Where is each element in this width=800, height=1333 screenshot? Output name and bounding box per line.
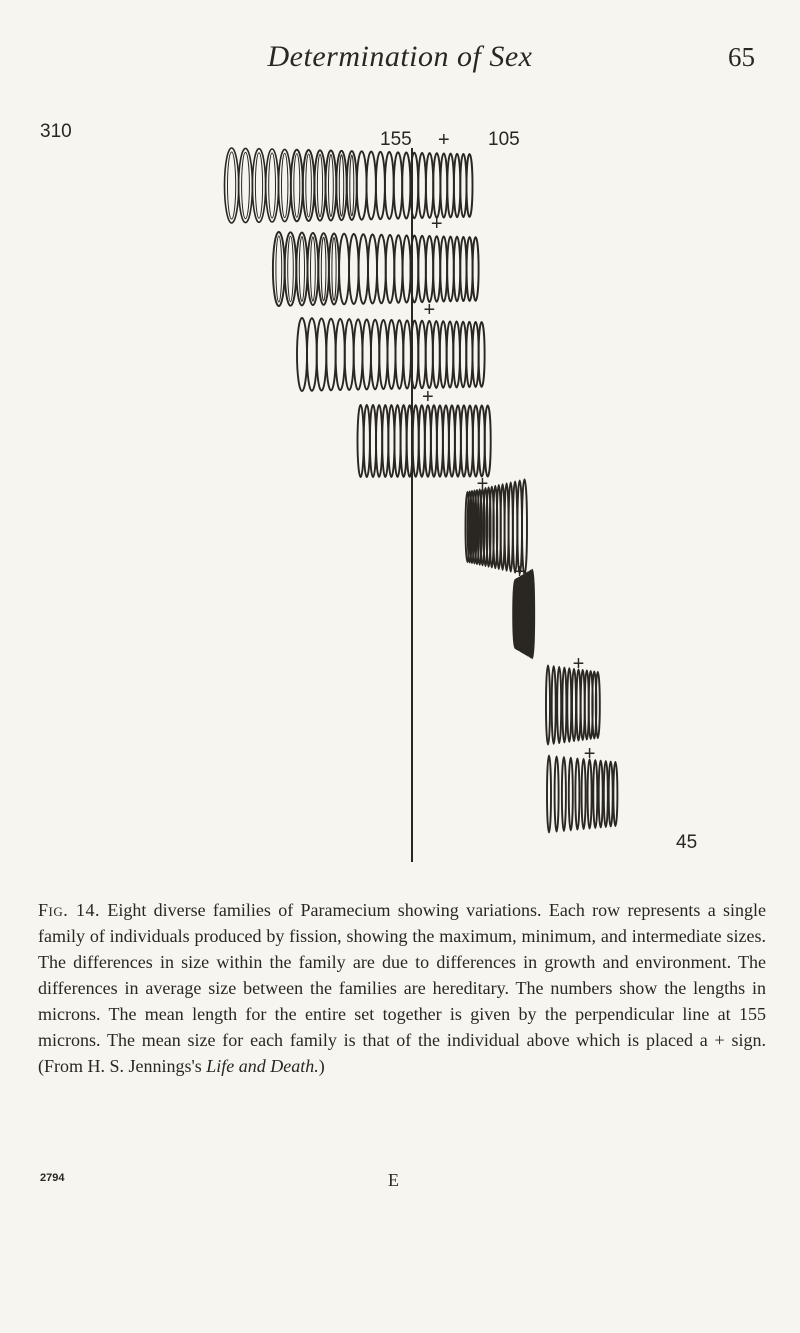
- paramecium-outline: [332, 238, 336, 301]
- paramecium-individual: [426, 153, 433, 218]
- paramecium-individual: [479, 322, 485, 387]
- paramecium-individual: [314, 150, 325, 220]
- paramecium-individual: [285, 232, 297, 305]
- paramecium-individual: [403, 320, 411, 388]
- paramecium-individual: [326, 319, 335, 391]
- signature-mark: E: [388, 1170, 399, 1190]
- paramecium-individual: [562, 668, 566, 743]
- family-row: [358, 386, 491, 477]
- paramecium-outline: [311, 237, 316, 301]
- print-code: 2794: [40, 1172, 65, 1184]
- paramecium-individual: [308, 233, 319, 305]
- label-max: 310: [40, 121, 72, 142]
- paramecium-individual: [329, 234, 339, 305]
- paramecium-individual: [604, 761, 608, 827]
- paramecium-individual: [379, 320, 387, 389]
- caption-source-title: Life and Death.: [206, 1056, 319, 1076]
- paramecium-individual: [273, 232, 285, 306]
- paramecium-individual: [613, 762, 617, 826]
- paramecium-individual: [402, 153, 410, 219]
- paramecium-individual: [354, 319, 363, 389]
- paramecium-individual: [401, 405, 407, 477]
- paramecium-individual: [303, 150, 315, 221]
- paramecium-individual: [447, 154, 454, 218]
- paramecium-individual: [419, 405, 425, 477]
- family-row: [547, 743, 617, 832]
- paramecium-outline: [242, 152, 250, 218]
- figure-caption: [38, 897, 766, 1079]
- paramecium-individual: [572, 669, 576, 741]
- mean-plus-sign: +: [437, 129, 450, 151]
- paramecium-individual: [447, 321, 454, 387]
- mean-plus-sign: +: [583, 743, 596, 765]
- paramecium-individual: [426, 321, 433, 388]
- paramecium-individual: [252, 149, 265, 223]
- paramecium-individual: [485, 405, 491, 476]
- paramecium-individual: [460, 322, 466, 388]
- paramecium-outline: [299, 237, 304, 302]
- family-row: [546, 653, 600, 745]
- paramecium-individual: [440, 236, 447, 301]
- paramecium-outline: [350, 155, 354, 216]
- family-row: [513, 561, 534, 658]
- paramecium-outline: [288, 236, 294, 301]
- family-rows: [225, 129, 618, 832]
- paramecium-outline: [321, 237, 326, 301]
- paramecium-individual: [385, 152, 394, 219]
- paramecium-outline: [255, 153, 262, 219]
- paramecium-individual: [317, 318, 327, 390]
- caption-source-suffix: ): [318, 1056, 325, 1076]
- mean-plus-sign: +: [423, 299, 436, 321]
- paramecium-individual: [371, 320, 379, 390]
- paramecium-outline: [228, 152, 236, 219]
- paramecium-outline: [339, 155, 343, 216]
- paramecium-outline: [282, 153, 288, 217]
- paramecium-outline: [329, 155, 334, 217]
- paramecium-individual: [557, 667, 561, 743]
- paramecium-individual: [347, 151, 357, 220]
- paramecium-individual: [599, 761, 603, 828]
- paramecium-individual: [575, 758, 579, 829]
- paramecium-individual: [394, 235, 402, 303]
- paramecium-individual: [225, 148, 239, 223]
- paramecium-individual: [588, 760, 592, 829]
- paramecium-individual: [396, 320, 404, 389]
- paramecium-individual: [368, 235, 377, 304]
- paramecium-individual: [296, 233, 307, 306]
- paramecium-individual: [593, 760, 597, 828]
- paramecium-individual: [440, 321, 447, 388]
- paramecium-individual: [297, 318, 307, 391]
- mean-plus-sign: +: [513, 561, 526, 583]
- paramecium-individual: [377, 235, 386, 304]
- paramecium-outline: [276, 236, 282, 302]
- page-number: 65: [728, 42, 755, 72]
- paramecium-individual: [567, 668, 571, 742]
- mean-plus-sign: +: [476, 473, 489, 495]
- paramecium-individual: [266, 149, 279, 222]
- label-min-bottom: 45: [676, 832, 698, 853]
- paramecium-individual: [418, 321, 425, 389]
- paramecium-individual: [336, 151, 346, 220]
- paramecium-outline: [269, 153, 276, 218]
- paramecium-individual: [239, 148, 253, 222]
- family-row: [297, 299, 485, 391]
- mean-plus-sign: +: [572, 653, 585, 675]
- paramecium-outline: [294, 154, 300, 218]
- family-row: [466, 473, 528, 575]
- paramecium-individual: [362, 320, 371, 390]
- paramecium-individual: [609, 762, 613, 827]
- paramecium-individual: [357, 151, 367, 219]
- paramecium-individual: [426, 236, 433, 302]
- mean-plus-sign: +: [422, 386, 434, 408]
- paramecium-individual: [307, 318, 317, 391]
- paramecium-individual: [460, 237, 466, 301]
- paramecium-outline: [306, 154, 312, 217]
- caption-text: Eight diverse families of Paramecium showing variations. Each row represents a single family of individuals produced by fission, showing the maximum, minimum, and intermediate sizes. The differences in size within the family are due to differences in growth and environment. The differences in average size between the families are hereditary. The numbers show the lengths in microns. The mean length for the entire set together is given by the perpendicular line at 155 microns. The mean size for each family is that of the individual above which is placed a + sign.: [38, 900, 766, 1050]
- paramecium-individual: [349, 234, 359, 304]
- paramecium-individual: [388, 320, 396, 389]
- paramecium-individual: [339, 234, 349, 305]
- paramecium-individual: [453, 322, 460, 388]
- paramecium-individual: [279, 149, 291, 221]
- paramecium-individual: [345, 319, 354, 390]
- running-title: Determination of Sex: [267, 40, 533, 73]
- paramecium-individual: [326, 151, 337, 221]
- paramecium-individual: [440, 153, 447, 217]
- paramecium-individual: [291, 150, 303, 222]
- paramecium-individual: [582, 759, 586, 829]
- paramecium-individual: [418, 236, 426, 302]
- paramecium-individual: [447, 237, 454, 302]
- paramecium-individual: [467, 154, 473, 217]
- family-row: [225, 129, 473, 223]
- paramecium-individual: [359, 234, 368, 304]
- paramecium-individual: [413, 405, 419, 477]
- paramecium-individual: [403, 235, 411, 302]
- paramecium-individual: [367, 152, 376, 220]
- paramecium-individual: [562, 757, 566, 831]
- paramecium-individual: [569, 758, 573, 831]
- paramecium-individual: [454, 237, 460, 302]
- paramecium-individual: [394, 152, 402, 218]
- family-row: [273, 213, 479, 306]
- figure-number: Fig. 14.: [38, 900, 101, 920]
- paramecium-outline: [317, 154, 322, 216]
- label-min-top: 105: [488, 129, 520, 150]
- paramecium-individual: [552, 666, 556, 744]
- paramecium-individual: [547, 756, 551, 833]
- paramecium-individual: [473, 237, 479, 301]
- caption-source-prefix: (From H. S. Jennings's: [38, 1056, 207, 1076]
- paramecium-individual: [433, 236, 440, 302]
- paramecium-individual: [386, 235, 395, 303]
- paramecium-individual: [376, 152, 385, 219]
- paramecium-individual: [555, 756, 559, 831]
- paramecium-individual: [418, 153, 426, 218]
- paramecium-individual: [454, 154, 460, 217]
- paramecium-individual: [546, 665, 550, 744]
- label-mean: 155: [380, 129, 412, 150]
- paramecium-individual: [433, 153, 440, 218]
- paramecium-individual: [577, 669, 581, 740]
- paramecium-individual: [318, 233, 329, 305]
- paramecium-individual: [336, 319, 345, 390]
- mean-plus-sign: +: [430, 213, 443, 235]
